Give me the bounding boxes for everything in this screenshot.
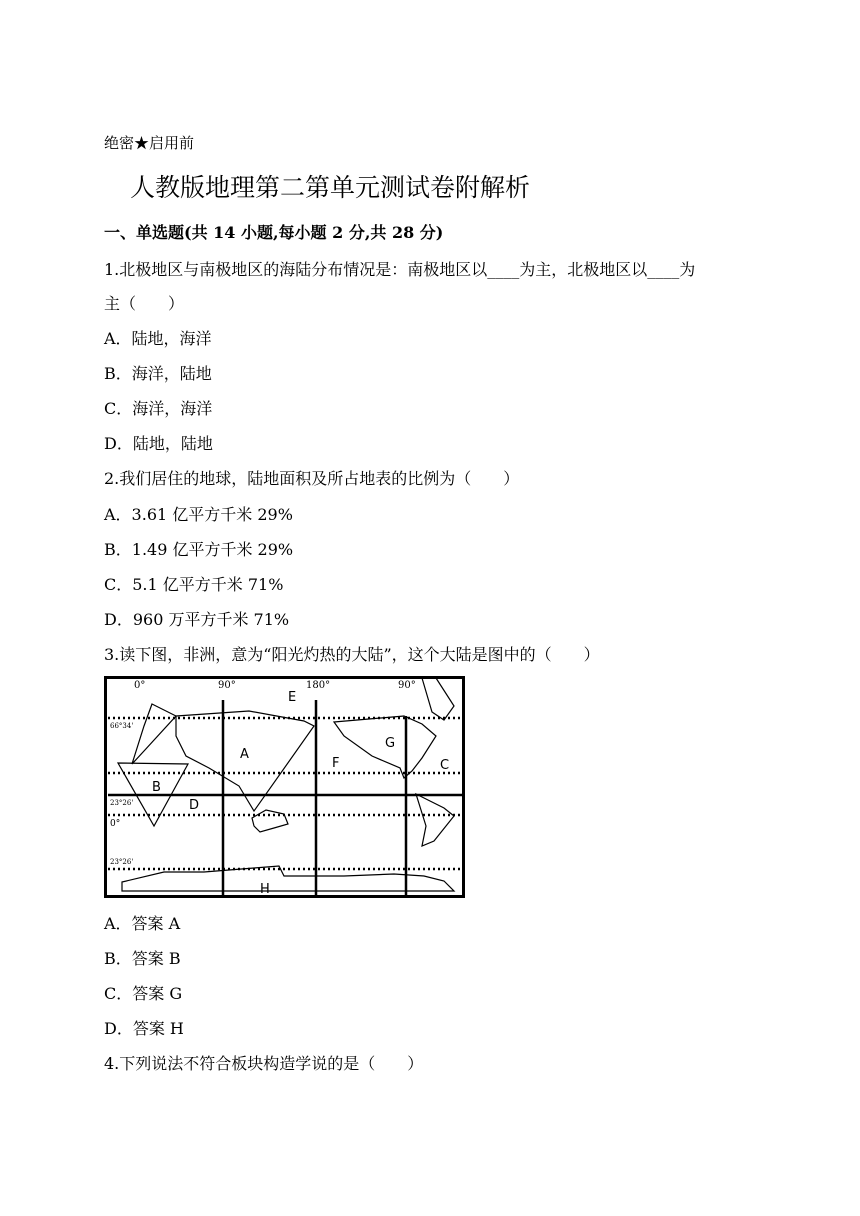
region-label-d: D bbox=[189, 798, 200, 813]
region-label-h: H bbox=[260, 882, 270, 897]
question-2-option-b: B．1.49 亿平方千米 29% bbox=[104, 540, 294, 559]
lat-label-cancer: 23°26' bbox=[110, 799, 134, 807]
page-title: 人教版地理第二第单元测试卷附解析 bbox=[130, 173, 531, 202]
section-heading: 一、单选题(共 14 小题,每小题 2 分,共 28 分) bbox=[104, 223, 444, 242]
question-1-option-a: A．陆地，海洋 bbox=[104, 329, 212, 348]
greenland-shape bbox=[422, 678, 454, 720]
question-1-stem-line2: 主（ ） bbox=[104, 294, 185, 313]
question-3-option-c: C．答案 G bbox=[104, 984, 183, 1003]
question-3-option-a: A．答案 A bbox=[104, 914, 181, 933]
island-shape bbox=[252, 810, 288, 832]
question-1-option-b: B．海洋，陆地 bbox=[104, 364, 212, 383]
region-label-a: A bbox=[240, 747, 249, 762]
lat-label-equator: 0° bbox=[110, 819, 121, 829]
question-3-stem: 3.读下图，非洲，意为“阳光灼热的大陆”，这个大陆是图中的（ ） bbox=[104, 645, 600, 664]
lat-label-capricorn: 23°26' bbox=[110, 858, 134, 866]
world-map-figure bbox=[104, 676, 466, 898]
question-3-option-d: D．答案 H bbox=[104, 1019, 184, 1038]
question-1-option-c: C．海洋，海洋 bbox=[104, 399, 213, 418]
question-3-option-b: B．答案 B bbox=[104, 949, 181, 968]
region-label-e: E bbox=[288, 690, 297, 705]
question-2-stem: 2.我们居住的地球，陆地面积及所占地表的比例为（ ） bbox=[104, 469, 520, 488]
question-2-option-c: C．5.1 亿平方千米 71% bbox=[104, 575, 284, 594]
region-label-g: G bbox=[385, 736, 396, 751]
question-4-stem: 4.下列说法不符合板块构造学说的是（ ） bbox=[104, 1054, 424, 1073]
lon-label-90: 90° bbox=[218, 680, 236, 691]
south-america-shape bbox=[416, 794, 454, 846]
region-label-f: F bbox=[332, 756, 340, 771]
secret-label: 绝密★启用前 bbox=[104, 134, 195, 152]
question-2-option-a: A．3.61 亿平方千米 29% bbox=[104, 505, 293, 524]
lon-label-0: 0° bbox=[134, 680, 146, 691]
europe-shape bbox=[132, 704, 176, 764]
region-label-c: C bbox=[440, 758, 450, 773]
question-2-option-d: D．960 万平方千米 71% bbox=[104, 610, 290, 629]
question-1-option-d: D．陆地，陆地 bbox=[104, 434, 213, 453]
lat-label-arctic: 66°34' bbox=[110, 722, 134, 730]
region-label-b: B bbox=[152, 780, 161, 795]
question-1-stem-line1: 1.北极地区与南极地区的海陆分布情况是：南极地区以____为主，北极地区以____为 bbox=[104, 260, 696, 279]
world-map-sketch bbox=[104, 676, 466, 898]
lon-label-90w: 90° bbox=[398, 680, 416, 691]
lon-label-180: 180° bbox=[306, 680, 331, 691]
